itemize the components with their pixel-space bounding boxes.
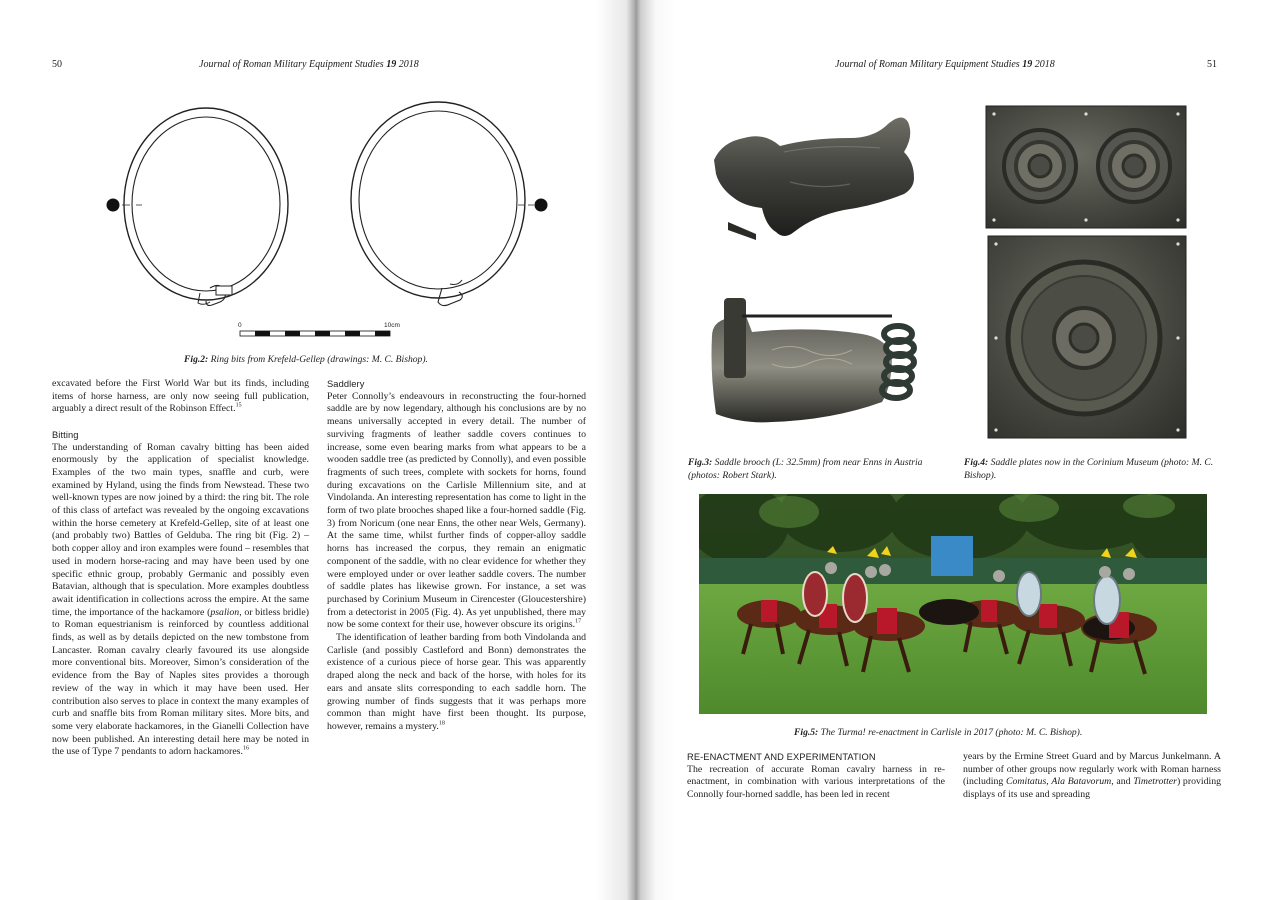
section-heading-bitting: Bitting [52,429,79,440]
paragraph: excavated before the First World War but its finds, including items of horse harness, are only now seeing full publication, arguably a direct result of the Robinson Effect.$^{15}$ [52,378,309,415]
paragraph: years by the Ermine Street Guard and by Marcus Junkelmann. A number of other groups now regularly work with Roman harness (including Comitatus, Ala Batavorum, and Timetrotter) providing displays of its use and spreading [963,751,1222,801]
running-header: Journal of Roman Military Equipment Studies 19 2018 [835,59,1055,70]
section-heading-reenactment: RE-ENACTMENT AND EXPERIMENTATION [687,752,876,762]
paragraph: The recreation of accurate Roman cavalry harness in re-enactment, in combination with various interpretations of the Connolly four-horned saddle, has been led in recent [687,763,945,801]
figure-3-caption: Fig.3: Saddle brooch (L: 32.5mm) from near Enns in Austria (photos: Robert Stark). [688,457,923,481]
figure-5-caption: Fig.5: The Turma! re-enactment in Carlisle in 2017 (photo: M. C. Bishop). [794,727,1083,738]
left-column-1 [52,378,309,759]
saddle-plates-photo [984,104,1190,440]
section-dot-left [107,199,120,212]
right-column-2 [963,751,1221,802]
section-dot-right [535,199,548,212]
running-header: Journal of Roman Military Equipment Studies 19 2018 [199,59,419,70]
reenactment-photo [699,494,1207,714]
page-number: 50 [52,59,62,70]
figure-4-caption: Fig.4: Saddle plates now in the Corinium Museum (photo: M. C. Bishop). [964,457,1214,481]
right-page [646,0,1273,900]
paragraph: The understanding of Roman cavalry bitting has been aided enormously by the application of specialist knowledge. Examples of the two main types, snaffle and curb, were examined by Hyland, using the finds from Newstead. These two well-known types are now joined by a third: the ring bit. The role of this class of artefact was revealed by the ongoing excavations within the horse cemetery at Krefeld-Gellep, site of at least one (and probably two) Battles of Gelduba. The ring bit (Fig. 2) – both copper alloy and iron examples were found – resembles that used in modern horse-racing and may have been used by one specific ethnic group, probably Germanic and possibly even Batavian, although that is speculation. More examples doubtless await identification in collections across the empire. At the same time, the importance of the hackamore (psalion, or bitless bridle) to Roman equestrianism is reinforced by countless additional finds, as well as by details depicted on the new tombstone from Lancaster. Roman cavalry clearly favoured its use alongside more conventional bits. Moreover, Simon’s consideration of the evidence from the Bay of Naples sites provides a thorough review of the way in which it may have been used. Her contribution also serves to place in context the many examples of curb and snaffle bits from Roman military sites. More bits, and some very elaborate hackamores, in the Gianelli Collection have now been published. An interesting detail here may be noted in the use of Type 7 pendants to adorn hackamores.$^{16}$ [52,441,309,758]
page-number: 51 [1207,59,1217,70]
left-column-2 [327,378,586,734]
paragraph: The identification of leather barding from both Vindolanda and Carlisle (and possibly Castleford and Bonn) demonstrates the existence of a curious piece of horse gear. This was apparently draped along the neck and back of the horse, with holes for its ears and ansate slits corresponding to each saddle horn. The growing number of finds suggests that it was perhaps more common than might have first been thought. Its purpose, however, remains a mystery.$^{18}$ [327,632,586,732]
figure-2-caption: Fig.2: Ring bits from Krefeld-Gellep (drawings: M. C. Bishop). [184,354,428,365]
saddle-brooch-photo-bottom [702,290,938,430]
saddle-brooch-photo-top [704,112,934,257]
scale-end-label: 10cm [384,322,400,329]
left-page [0,0,628,900]
ring-bits-drawing [100,98,560,338]
scale-bar [240,331,390,336]
section-heading-saddlery: Saddlery [327,379,365,389]
scale-start-label: 0 [238,322,242,329]
right-column-1 [687,751,945,802]
book-gutter-shadow [596,0,676,900]
paragraph: Peter Connolly’s endeavours in reconstructing the four-horned saddle are by now legendary, although his conclusions are by no means universally accepted in every detail. The number of surviving fragments of leather saddle covers continues to increase, some even bearing marks from what appears to be a wooden saddle tree (as predicted by Connolly), and even possible fragments of such trees, complete with sockets for horns, found during excavations on the Carlisle Millennium site, and at Vindolanda. An interesting representation has come to light in the form of two plate brooches shaped like a four-horned saddle (Fig. 3) from Noricum (one near Enns, the other near Wels, Germany). At the same time, whilst further finds of copper-alloy saddle horns has increased the corpus, they remain an enigmatic component of the saddle, with no clear evidence for whether they were employed under or over leather saddle covers. The number of saddle plates has likewise grown. For instance, a set was purchased by Corinium Museum in Cirencester (Gloucestershire) from a detectorist in 2005 (Fig. 4). As yet unpublished, there may now be some context for their use, however obscure its origins.$^{17}$ [327,390,586,631]
ring-bit-right [351,102,525,306]
ring-bit-left [124,108,288,306]
